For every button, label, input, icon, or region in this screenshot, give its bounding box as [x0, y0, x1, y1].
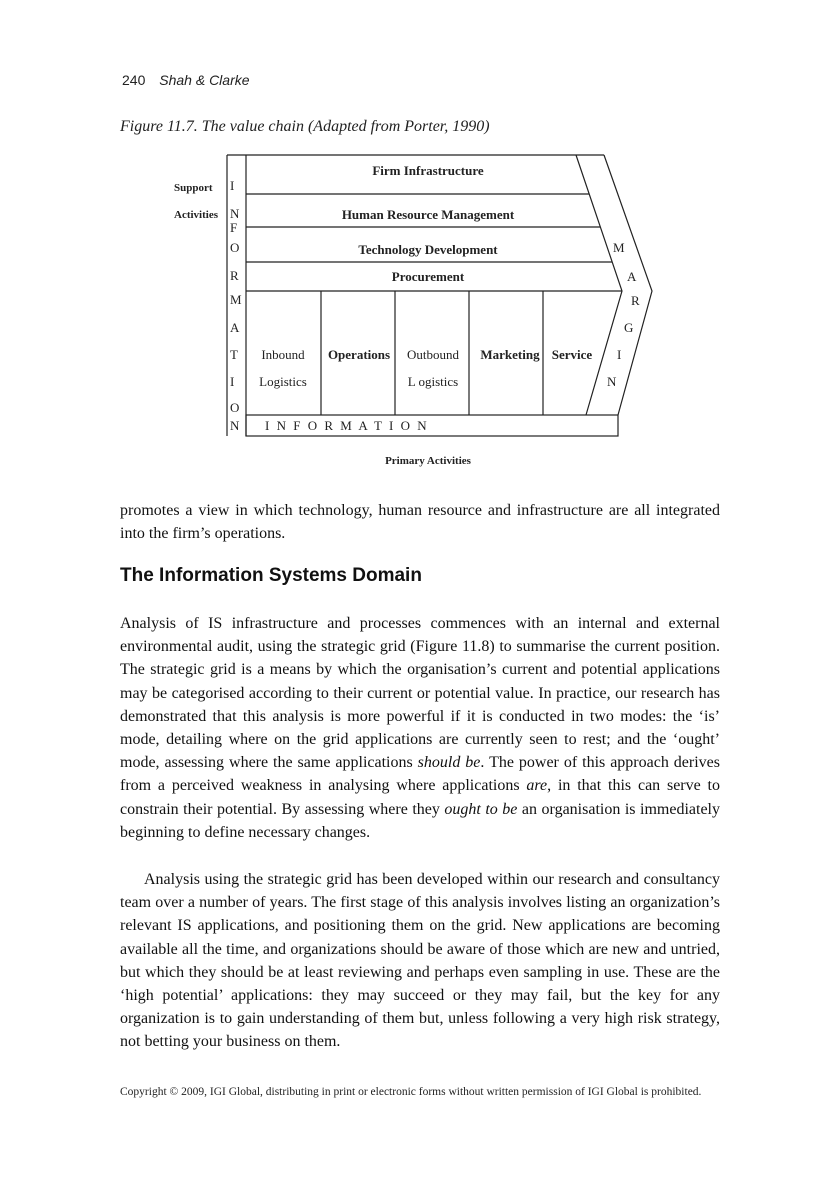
primary-activities-label: Primary Activities: [385, 455, 471, 467]
information-horizontal-label: I N F O R M A T I O N: [265, 418, 429, 433]
page-number: 240: [122, 72, 146, 88]
margin-vertical-letter: G: [624, 320, 634, 335]
paragraph-2: [120, 868, 720, 1054]
copyright-notice: Copyright © 2009, IGI Global, distributing in print or electronic forms without written permission of IGI Global is prohibited.: [120, 1086, 702, 1098]
primary-activity-outbound-line1: Outbound: [407, 347, 459, 362]
paragraph-intro: promotes a view in which technology, human resource and infrastructure are all integrated into the firm’s operations.: [120, 502, 720, 543]
margin-vertical-letter: A: [627, 269, 637, 284]
information-vertical-letter: A: [230, 320, 240, 335]
paragraph-1-emphasis-should-be: should be: [417, 754, 481, 772]
paragraph-1-text-a: Analysis of IS infrastructure and processes commences with an internal and external environmental audit, using the strategic grid (Figure 11.8) to summarise the current position. The strategic grid is a means by which the organisation’s current and potential applications may be categorised according to their current or potential value. In practice, our research has demonstrated that this analysis is more powerful if it is conducted in two modes: the ‘is’ mode, detailing where on the grid applications are currently seen to rest; and the ‘ought’ mode, assessing where the same applications: [120, 615, 720, 772]
information-vertical-letter: I: [230, 374, 235, 389]
primary-activity-inbound-line1: Inbound: [261, 347, 305, 362]
paragraph-1-emphasis-are: are: [526, 777, 548, 795]
support-activity-human-resource-management: Human Resource Management: [341, 207, 515, 222]
information-vertical-letter: R: [230, 268, 239, 283]
paragraph-1-text-d: an organisation is immediately beginning to define necessary changes.: [120, 800, 720, 841]
support-label-line2: Activities: [174, 209, 218, 221]
paragraph-1-text-b: . The power of this approach derives from a perceived weakness in analysing where applications: [120, 754, 720, 795]
paragraph-1-text-c: , in that this can serve to constrain their potential. By assessing where they: [120, 777, 721, 818]
primary-activity-inbound-line2: Logistics: [259, 374, 307, 389]
information-vertical-letter: N: [230, 418, 240, 433]
margin-vertical-letter: R: [631, 293, 640, 308]
margin-vertical-letter: I: [617, 347, 622, 362]
section-heading: The Information Systems Domain: [120, 565, 422, 586]
support-activity-technology-development: Technology Development: [358, 242, 498, 257]
paragraph-1: [120, 612, 720, 844]
figure-caption: Figure 11.7. The value chain (Adapted from Porter, 1990): [120, 118, 490, 135]
running-header-authors: Shah & Clarke: [159, 72, 250, 88]
paragraph-1-emphasis-ought-to-be: ought to be: [444, 800, 518, 818]
support-label-line1: Support: [174, 182, 213, 194]
primary-activity-marketing: Marketing: [480, 347, 540, 362]
information-vertical-label: [230, 178, 242, 433]
information-vertical-letter: F: [230, 220, 238, 235]
paragraph-2-text: Analysis using the strategic grid has been developed within our research and consultancy team over a number of years. The first stage of this analysis involves listing an organization’s relevant IS applications, and positioning them on the grid. New applications are becoming available all the time, and organizations should be aware of those which are new and untried, but which they should be at least reviewing and perhaps even sampling in use. These are the ‘high potential’ applications: they may succeed or they may fail, but the key for any organization is to gain understanding of them but, unless following a very high risk strategy, not betting your business on them.: [120, 871, 720, 1051]
information-vertical-letter: I: [230, 178, 235, 193]
support-activity-procurement: Procurement: [391, 269, 465, 284]
margin-vertical-letter: M: [613, 240, 625, 255]
margin-vertical-letter: N: [607, 374, 617, 389]
primary-activity-operations: Operations: [327, 347, 391, 362]
primary-activity-service: Service: [551, 347, 593, 362]
information-vertical-letter: O: [230, 400, 240, 415]
support-activity-firm-infrastructure: Firm Infrastructure: [372, 163, 484, 178]
information-vertical-letter: T: [230, 347, 238, 362]
value-chain-diagram: [0, 0, 840, 480]
information-vertical-letter: N: [230, 206, 240, 221]
information-vertical-letter: O: [230, 240, 240, 255]
information-vertical-letter: M: [230, 292, 242, 307]
primary-activity-outbound-line2: L ogistics: [407, 374, 459, 389]
